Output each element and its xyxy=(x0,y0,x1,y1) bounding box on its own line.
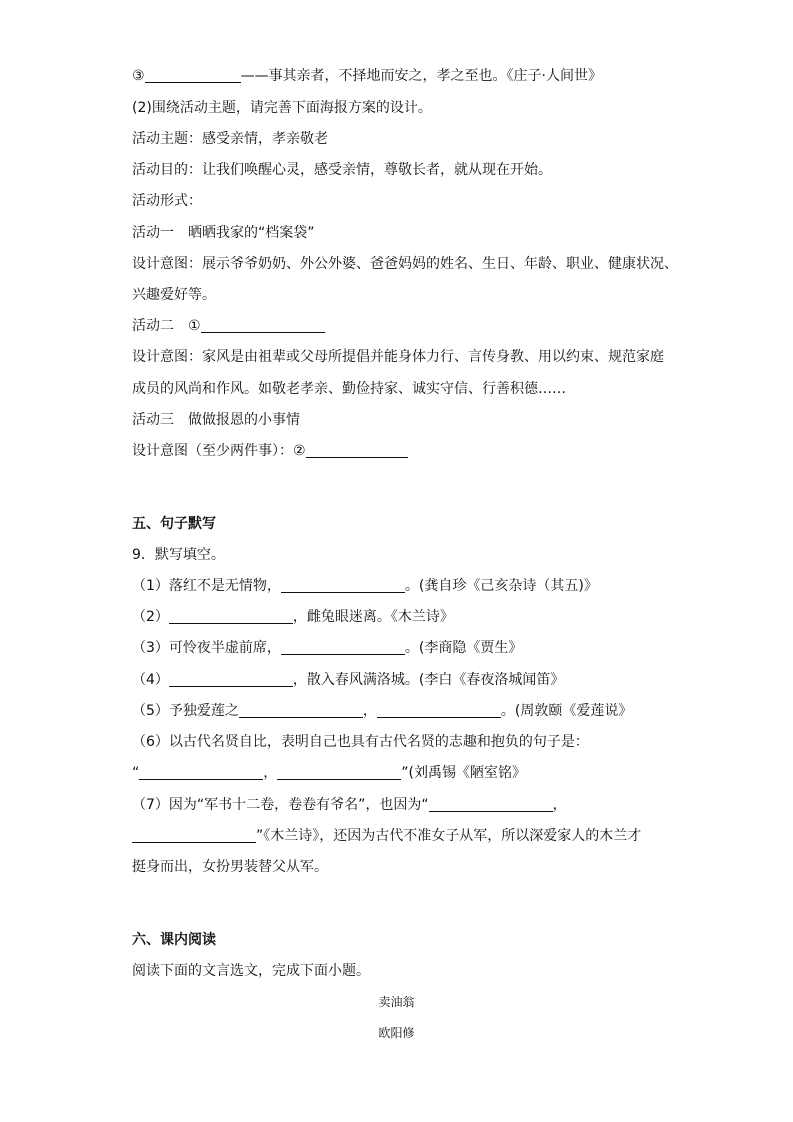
dictation-6: （6）以古代名贤自比，表明自己也具有古代名贤的志趣和抱负的句子是： xyxy=(132,734,589,750)
reading-intro: 阅读下面的文言选文，完成下面小题。 xyxy=(132,963,370,979)
dictation-2 xyxy=(132,607,665,627)
answer-blank[interactable] xyxy=(239,701,363,718)
section-6-title: 六、课内阅读 xyxy=(132,932,216,948)
activity-form-label: 活动形式： xyxy=(132,193,202,209)
answer-blank[interactable] xyxy=(169,607,293,624)
activity-two xyxy=(132,316,665,336)
dictation-4 xyxy=(132,670,665,690)
activity-theme: 活动主题：感受亲情，孝亲敬老 xyxy=(132,131,328,147)
dictation-comma: ， xyxy=(552,797,567,813)
dictation-text: （3）可怜夜半虚前席， xyxy=(132,640,281,656)
dictation-1 xyxy=(132,576,665,596)
activity-two-label: 活动二 ① xyxy=(132,318,201,334)
dictation-source: 。(龚自珍《己亥杂诗（其五)》 xyxy=(404,578,598,594)
dictation-comma: ， xyxy=(362,703,377,719)
dictation-7-cont xyxy=(132,826,665,846)
fill-line-3 xyxy=(132,66,665,86)
dictation-text: （2） xyxy=(132,609,169,625)
answer-blank[interactable] xyxy=(145,66,241,83)
answer-blank[interactable] xyxy=(306,441,408,458)
dictation-source: ”《木兰诗》，还因为古代不准女子从军，所以深爱家人的木兰才 xyxy=(256,828,642,844)
dictation-text: （5）予独爱莲之 xyxy=(132,703,239,719)
activity-one: 活动一 晒晒我家的“档案袋” xyxy=(132,225,315,241)
dictation-5 xyxy=(132,701,665,721)
answer-blank[interactable] xyxy=(139,763,263,780)
article-title: 卖油翁 xyxy=(378,995,415,1009)
dictation-text: （1）落红不是无情物， xyxy=(132,578,281,594)
section-5-title: 五、句子默写 xyxy=(132,516,216,532)
answer-blank[interactable] xyxy=(377,701,501,718)
design-intent-1: 设计意图：展示爷爷奶奶、外公外婆、爸爸妈妈的姓名、生日、年龄、职业、健康状况、 xyxy=(132,256,678,272)
answer-blank[interactable] xyxy=(429,795,553,812)
item-number: ③ xyxy=(132,68,145,84)
article-author: 欧阳修 xyxy=(378,1026,415,1040)
dictation-text: （4） xyxy=(132,672,169,688)
answer-blank[interactable] xyxy=(169,670,293,687)
activity-goal: 活动目的：让我们唤醒心灵，感受亲情，尊敬长者，就从现在开始。 xyxy=(132,162,552,178)
dictation-source: ”(刘禹锡《陋室铭》 xyxy=(401,765,526,781)
answer-blank[interactable] xyxy=(201,316,325,333)
dictation-7 xyxy=(132,795,665,815)
design-intent-2-cont: 成员的风尚和作风。如敬老孝亲、勤俭持家、诚实守信、行善积德…… xyxy=(132,381,566,397)
design-intent-3 xyxy=(132,441,665,461)
quote-text: ——事其亲者，不择地而安之，孝之至也。《庄子·人间世》 xyxy=(240,68,603,84)
answer-blank[interactable] xyxy=(281,576,405,593)
dictation-source: ，雌兔眼迷离。《木兰诗》 xyxy=(292,609,454,625)
answer-blank[interactable] xyxy=(277,763,401,780)
dictation-source: ，散入春风满洛城。(李白《春夜洛城闻笛》 xyxy=(292,672,565,688)
dictation-3 xyxy=(132,638,665,658)
dictation-text: （7）因为“军书十二卷，卷卷有爷名”，也因为“ xyxy=(132,797,429,813)
question-2-prompt: (2)围绕活动主题，请完善下面海报方案的设计。 xyxy=(132,100,432,116)
dictation-7-end: 挺身而出，女扮男装替父从军。 xyxy=(132,859,328,875)
design-intent-2: 设计意图：家风是由祖辈或父母所提倡并能身体力行、言传身教、用以约束、规范家庭 xyxy=(132,349,664,365)
answer-blank[interactable] xyxy=(132,826,256,843)
dictation-6-answer xyxy=(132,763,665,783)
activity-three: 活动三 做做报恩的小事情 xyxy=(132,412,300,428)
dictation-comma: ， xyxy=(263,765,278,781)
design-intent-3-label: 设计意图（至少两件事）：② xyxy=(132,443,306,459)
question-9: 9．默写填空。 xyxy=(132,547,225,563)
design-intent-1-cont: 兴趣爱好等。 xyxy=(132,287,216,303)
answer-blank[interactable] xyxy=(281,638,405,655)
dictation-source: 。(周敦颐《爱莲说》 xyxy=(500,703,633,719)
open-quote: “ xyxy=(132,765,140,781)
dictation-source: 。(李商隐《贾生》 xyxy=(404,640,523,656)
